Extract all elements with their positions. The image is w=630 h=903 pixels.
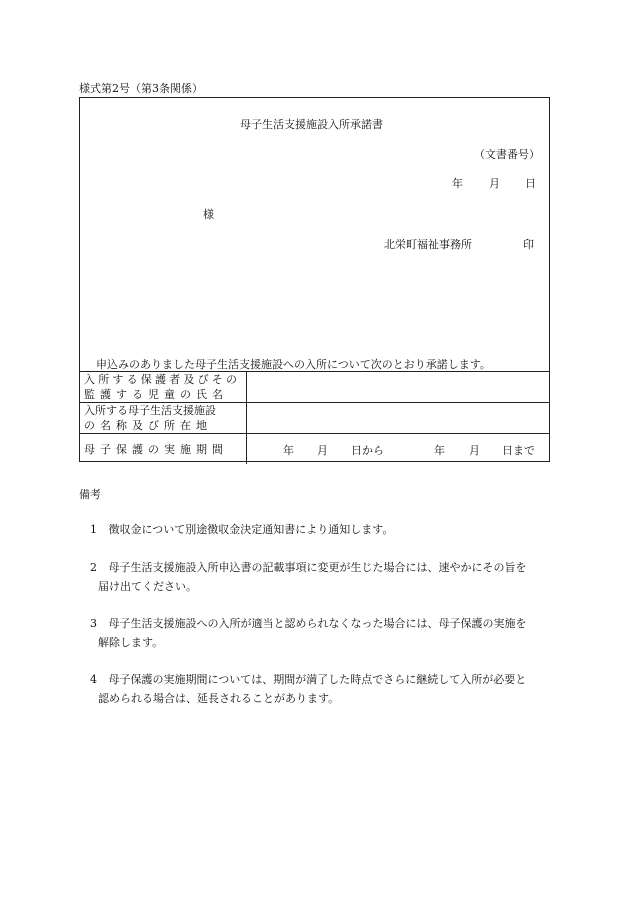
remark-text-continued: 解除します。 — [98, 636, 164, 649]
remark-item — [90, 671, 526, 687]
remark-text: 徴収金について別途徴収金決定通知書により通知します。 — [108, 523, 394, 536]
remark-text: 母子保護の実施期間については、期間が満了した時点でさらに継続して入所が必要と — [108, 673, 527, 686]
remark-number: 3 — [90, 617, 97, 630]
remark-item — [90, 559, 527, 575]
consent-statement: 申込みのありました母子生活支援施設への入所について次のとおり承諾します。 — [96, 358, 491, 371]
facility-label-line2: の名称及び所在地 — [84, 419, 212, 432]
period-to-year: 年 — [434, 444, 445, 457]
remark-number: 1 — [90, 523, 97, 536]
remarks-heading: 備考 — [79, 488, 101, 501]
remark-text-continued: 認められる場合は、延長されることがあります。 — [98, 692, 340, 705]
period-from-day: 日から — [351, 444, 384, 457]
remark-text-continued: 届け出てください。 — [98, 580, 197, 593]
period-to-day: 日まで — [502, 444, 535, 457]
period-to-month: 月 — [469, 444, 480, 457]
table-row — [80, 434, 549, 465]
guardian-value — [247, 372, 550, 403]
date-month: 月 — [489, 177, 500, 190]
facility-value — [247, 403, 550, 434]
form-title: 母子生活支援施設入所承諾書 — [240, 118, 383, 131]
date-day: 日 — [525, 177, 536, 190]
period-from-year: 年 — [283, 444, 294, 457]
remark-item — [90, 521, 393, 537]
period-label: 母子保護の実施期間 — [80, 434, 247, 465]
remark-text: 母子生活支援施設への入所が適当と認められなくなった場合には、母子保護の実施を — [108, 617, 527, 630]
remark-item — [90, 615, 527, 631]
addressee-suffix: 様 — [203, 208, 214, 221]
form-number: 様式第2号（第3条関係） — [79, 82, 203, 95]
guardian-label-line2: 監護する児童の氏名 — [84, 388, 228, 401]
remark-text: 母子生活支援施設入所申込書の記載事項に変更が生じた場合には、速やかにその旨を — [108, 561, 527, 574]
table-row — [80, 372, 549, 403]
document-number: （文書番号） — [474, 148, 540, 161]
period-value — [247, 434, 550, 465]
date-year: 年 — [452, 177, 463, 190]
details-table — [80, 371, 549, 464]
seal-mark: 印 — [523, 238, 534, 251]
period-from-month: 月 — [317, 444, 328, 457]
guardian-label-line1: 入所する保護者及びその — [84, 373, 241, 386]
issuer-name: 北栄町福祉事務所 — [384, 238, 472, 251]
guardian-label — [80, 372, 247, 403]
facility-label — [80, 403, 247, 434]
consent-form — [79, 97, 550, 462]
facility-label-line1: 入所する母子生活支援施設 — [84, 404, 216, 417]
table-row — [80, 403, 549, 434]
remark-number: 4 — [90, 673, 97, 686]
remark-number: 2 — [90, 561, 97, 574]
